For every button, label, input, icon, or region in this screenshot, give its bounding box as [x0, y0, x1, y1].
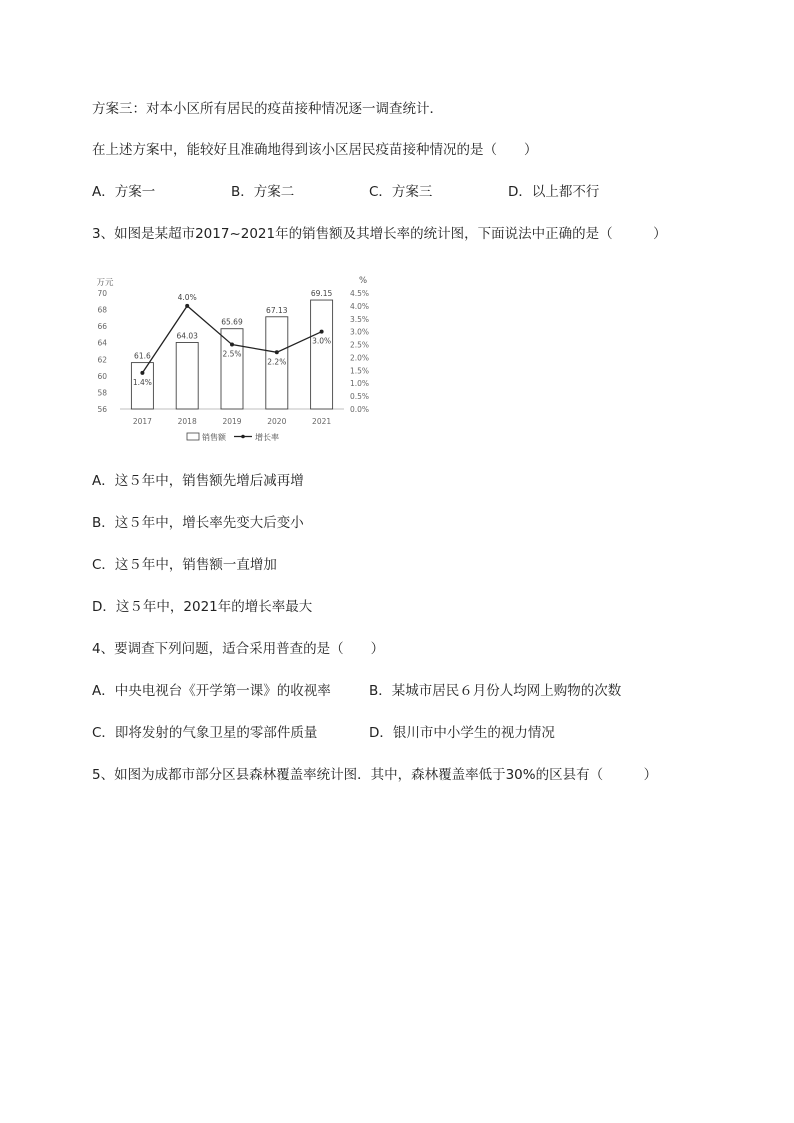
right-tick-label: 4.5% — [350, 289, 370, 298]
left-tick-label: 56 — [97, 405, 107, 414]
left-tick-label: 60 — [97, 371, 107, 381]
legend-line-label: 增长率 — [255, 433, 279, 442]
bar-value-label: 65.69 — [221, 317, 243, 327]
right-tick-label: 0.0% — [350, 405, 370, 414]
right-tick-label: 3.0% — [350, 327, 370, 337]
right-tick-label: 2.0% — [350, 353, 370, 363]
q2-option-b: B．方案二 — [231, 184, 295, 200]
right-tick-label: 2.5% — [350, 340, 370, 350]
q3-option-d: D．这５年中，2021年的增长率最大 — [92, 599, 313, 615]
growth-rate-point — [230, 343, 234, 347]
q3-option-b: B．这５年中，增长率先变大后变小 — [92, 515, 304, 531]
question-4-stem: 4、要调查下列问题，适合采用普查的是（ ） — [92, 641, 385, 657]
q3-option-a: A．这５年中，销售额先增后减再增 — [92, 473, 304, 489]
legend-line-marker — [241, 435, 245, 439]
bar-value-label: 67.13 — [266, 305, 288, 315]
left-axis-title: 万元 — [96, 278, 114, 288]
legend-bar-label: 销售额 — [202, 433, 226, 442]
right-tick-label: 1.5% — [350, 366, 370, 376]
x-tick-label: 2020 — [267, 417, 287, 426]
question-2-stem: 在上述方案中，能较好且准确地得到该小区居民疫苗接种情况的是（ ） — [92, 142, 538, 158]
sales-growth-chart — [88, 270, 380, 446]
left-tick-label: 68 — [97, 305, 107, 315]
x-tick-label: 2021 — [312, 417, 332, 426]
question-5-stem: 5、如图为成都市部分区县森林覆盖率统计图．其中，森林覆盖率低于30%的区县有（ ） — [92, 767, 658, 783]
q4-option-a: A．中央电视台《开学第一课》的收视率 — [92, 683, 331, 699]
q4-option-c: C．即将发射的气象卫星的零部件质量 — [92, 725, 318, 741]
bar-sales — [221, 329, 243, 409]
left-tick-label: 70 — [97, 289, 107, 298]
growth-rate-point — [275, 350, 279, 354]
bar-value-label: 69.15 — [310, 289, 333, 299]
right-axis-title: % — [358, 276, 368, 286]
plan-3-text: 方案三：对本小区所有居民的疫苗接种情况逐一调查统计． — [92, 101, 443, 117]
growth-rate-point — [185, 304, 189, 308]
growth-rate-label: 3.0% — [312, 336, 332, 346]
left-tick-label: 62 — [97, 355, 107, 365]
q2-option-a: A．方案一 — [92, 184, 156, 200]
right-tick-label: 4.0% — [350, 301, 370, 311]
question-3-stem: 3、如图是某超市2017~2021年的销售额及其增长率的统计图，下面说法中正确的是（ ） — [92, 226, 667, 242]
x-tick-label: 2019 — [222, 417, 242, 426]
growth-rate-label: 4.0% — [177, 292, 197, 302]
q2-option-d: D．以上都不行 — [508, 184, 600, 200]
bar-value-label: 61.6 — [134, 351, 151, 361]
left-tick-label: 64 — [97, 338, 107, 348]
x-tick-label: 2018 — [177, 417, 197, 426]
growth-rate-label: 2.5% — [222, 349, 242, 359]
chart-legend — [187, 432, 279, 442]
x-tick-label: 2017 — [132, 417, 152, 426]
bar-sales — [176, 342, 198, 409]
q4-option-d: D．银川市中小学生的视力情况 — [369, 725, 555, 741]
right-tick-label: 3.5% — [350, 314, 370, 324]
growth-rate-label: 1.4% — [132, 377, 152, 387]
left-tick-label: 66 — [97, 322, 107, 332]
q4-option-b: B．某城市居民６月份人均网上购物的次数 — [369, 683, 622, 699]
growth-rate-point — [320, 330, 324, 334]
left-tick-label: 58 — [97, 388, 107, 398]
q2-option-c: C．方案三 — [369, 184, 433, 200]
growth-rate-label: 2.2% — [267, 357, 287, 367]
bar-value-label: 64.03 — [176, 331, 198, 341]
right-tick-label: 1.0% — [350, 379, 370, 389]
right-tick-label: 0.5% — [350, 392, 370, 402]
q3-option-c: C．这５年中，销售额一直增加 — [92, 557, 277, 573]
bar-sales — [311, 300, 333, 409]
growth-rate-point — [140, 371, 144, 375]
legend-bar-swatch — [187, 433, 199, 440]
